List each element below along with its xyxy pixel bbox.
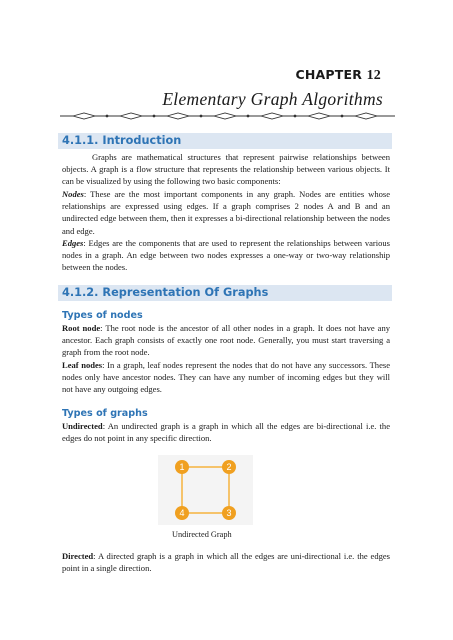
subheading-types-of-nodes: Types of nodes: [62, 310, 143, 321]
undirected-paragraph: [62, 420, 390, 444]
graph-node-label: 2: [226, 462, 232, 473]
undirected-graph-figure: [158, 455, 253, 525]
directed-term: Directed: [62, 551, 94, 561]
undirected-term: Undirected: [62, 421, 103, 431]
intro-paragraph: Graphs are mathematical structures that represent pairwise relationships between objects. A graph is a flow structure that represents the relationship between various objects. It can be visualized by using the following two basic components:: [62, 152, 390, 187]
directed-text: : A directed graph is a graph in which all the edges are uni-directional i.e. the edges point in a single direction.: [62, 551, 390, 574]
graph-diagram: [158, 455, 253, 525]
subheading-types-of-graphs: Types of graphs: [62, 408, 148, 419]
nodes-text: : These are the most important components in any graph. Nodes are entities whose relationships are expressed using edges. If a graph comprises 2 nodes A and B and an undirected edge between them, then it expresses a bi-directional relationship between the nodes and edge.: [62, 189, 390, 236]
section-heading-representation: 4.1.2. Representation Of Graphs: [62, 286, 269, 299]
edges-paragraph: [62, 237, 390, 274]
edges-term: Edges: [62, 238, 84, 248]
figure-caption: Undirected Graph: [172, 530, 232, 539]
edges-text: : Edges are the components that are used to represent the relationships between various nodes in a graph. An edge between two nodes expresses a one-way or two-way relationship between the nodes.: [62, 238, 390, 273]
nodes-term: Nodes: [62, 189, 84, 199]
root-node-paragraph: [62, 322, 390, 359]
graph-node-label: 4: [179, 508, 185, 519]
undirected-text: : An undirected graph is a graph in which all the edges are bi-directional i.e. the edges do not point in any specific direction.: [62, 421, 390, 444]
directed-paragraph: [62, 550, 390, 574]
chapter-number: 12: [366, 68, 381, 83]
root-node-term: Root node: [62, 323, 101, 333]
leaf-node-term: Leaf nodes: [62, 360, 103, 370]
chapter-title: Elementary Graph Algorithms: [162, 89, 383, 109]
leaf-node-text: : In a graph, leaf nodes represent the nodes that do not have any successors. These nodes only have ancestor nodes. They can have any number of incoming edges but they will not have any outgoing edges.: [62, 360, 390, 395]
ornament-divider: [60, 111, 395, 121]
chapter-label: [295, 67, 381, 84]
chapter-word: CHAPTER: [295, 67, 363, 82]
graph-node-label: 1: [179, 462, 185, 473]
nodes-paragraph: [62, 188, 390, 237]
root-node-text: : The root node is the ancestor of all other nodes in a graph. It does not have any ancestor. Each graph consists of exactly one root node. Generally, you must start traversing a graph from the root node.: [62, 323, 391, 358]
section-heading-intro: 4.1.1. Introduction: [62, 134, 182, 147]
leaf-node-paragraph: [62, 359, 390, 396]
graph-node-label: 3: [226, 508, 232, 519]
